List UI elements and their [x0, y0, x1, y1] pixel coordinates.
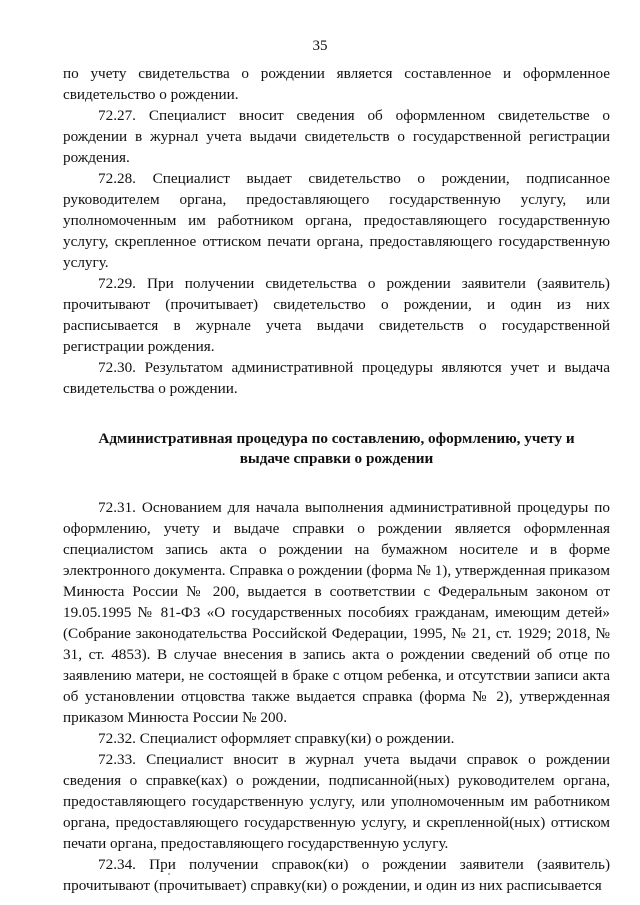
paragraph-72-34: 72.34. При получении справок(ки) о рождении заявители (заявитель) прочитывают (прочитывает) справку(ки) о рождении, и один из них расписывается — [63, 856, 610, 894]
page-number: 35 — [312, 38, 328, 54]
paragraph-72-33: 72.33. Специалист вносит в журнал учета выдачи справок о рождении сведения о справке(ках) о рождении, подписанной(ных) руководителем органа, предоставляющего государственную услугу, или уполномоченным им работником органа, предоставляющего государственную услугу, и скрепленной(ных) оттиском печати органа, предоставляющего государственную услугу. — [63, 751, 610, 852]
paragraph-72-31: 72.31. Основанием для начала выполнения административной процедуры по оформлению, учету и выдаче справки о рождении является оформленная специалистом запись акта о рождении на бумажном носителе и в форме электронного документа. Справка о рождении (форма № 1), утвержденная приказом Минюста России № 200, выдается в соответствии с Федеральным законом от 19.05.1995 № 81-ФЗ «О государственных пособиях гражданам, имеющим детей» (Собрание законодательства Российской Федерации, 1995, № 21, ст. 1929; 2018, № 31, ст. 4853). В случае внесения в запись акта о рождении сведений об отце по заявлению матери, не состоящей в браке с отцом ребенка, и отсутствии записи акта об установлении отцовства также выдается справка (форма № 2), утвержденная приказом Минюста России № 200. — [63, 499, 610, 726]
paragraph-72-28: 72.28. Специалист выдает свидетельство о рождении, подписанное руководителем органа, предоставляющего государственную услугу, или уполномоченным им работником органа, предоставляющего государственную услугу, скрепленное оттиском печати органа, предоставляющего государственную услугу. — [63, 170, 610, 271]
paragraph-continuation: по учету свидетельства о рождении является составленное и оформленное свидетельство о рождении. — [63, 65, 610, 103]
scan-speck — [168, 873, 170, 875]
section-heading: Административная процедура по составлению, оформлению, учету и выдаче справки о рождении — [98, 430, 575, 467]
paragraph-72-30: 72.30. Результатом административной процедуры являются учет и выдача свидетельства о рождении. — [63, 359, 610, 397]
paragraph-72-29: 72.29. При получении свидетельства о рождении заявители (заявитель) прочитывают (прочитывает) свидетельство о рождении, и один из них расписывается в журнале учета выдачи свидетельств о государственной регистрации рождения. — [63, 275, 610, 355]
paragraph-72-27: 72.27. Специалист вносит сведения об оформленном свидетельстве о рождении в журнал учета выдачи свидетельств о государственной регистрации рождения. — [63, 107, 610, 166]
document-body — [63, 63, 610, 896]
paragraph-72-32: 72.32. Специалист оформляет справку(ки) о рождении. — [98, 730, 455, 747]
